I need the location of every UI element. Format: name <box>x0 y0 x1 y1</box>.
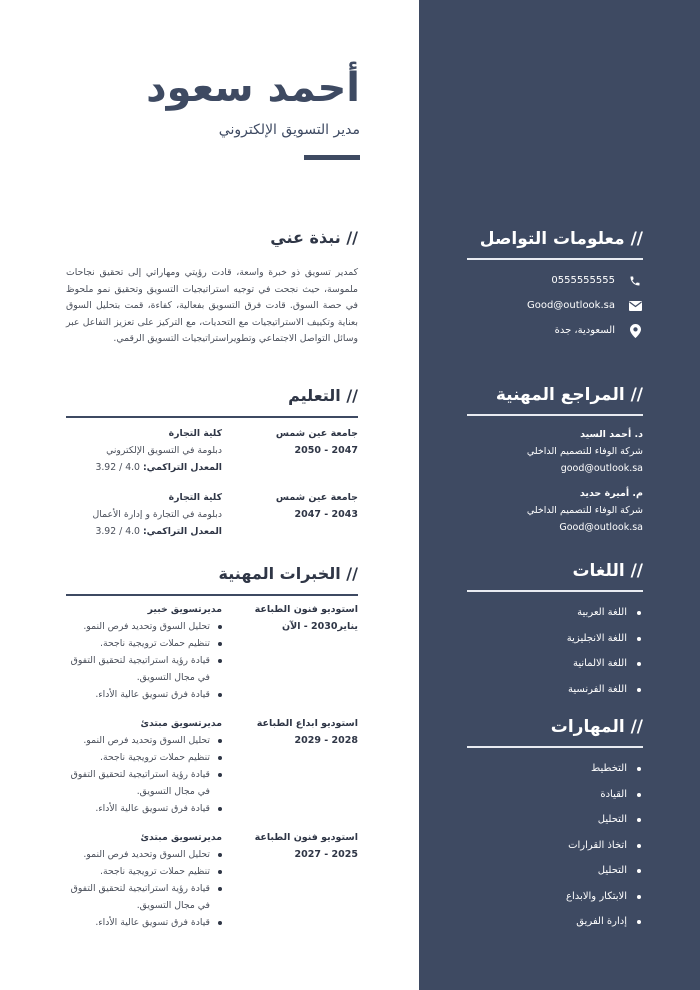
experience-task: تحليل السوق وتحديد فرص النمو. <box>66 618 222 635</box>
experience-section <box>66 562 358 596</box>
education-divider <box>66 416 358 418</box>
contact-phone-row <box>467 268 643 293</box>
skill-item: اتخاذ القرارات <box>467 833 643 859</box>
experience-company: استوديو ابداع الطباعة <box>256 718 358 729</box>
education-university: جامعة عين شمس <box>275 492 358 503</box>
contact-section <box>467 226 643 343</box>
job-title: مدير التسويق الإلكتروني <box>218 122 360 138</box>
language-item: اللغة العربية <box>467 600 643 626</box>
skills-title: // المهارات <box>550 717 643 737</box>
skill-item: التخطيط <box>467 756 643 782</box>
about-text: كمدير تسويق ذو خبرة واسعة، قادت رؤيتي ومهاراتي إلى تحقيق نجاحات ملموسة، حيث نجحت في توجيه استراتيجيات التسويق وتحقيق نمو ملحوظ في حصة السوق. قادت فرق التسويق بفعالية، كفاءة، قمت بتحليل السوق بعناية وتكييف الاستراتيجيات مع التحديات، مع التركيز على تعزيز التفاعل عبر وسائل التواصل الاجتماعي وتطويراستراتيجيات التسويق الرقمي. <box>66 267 358 344</box>
experience-role: مديرتسويق مبتدئ <box>140 832 222 843</box>
experience-task: تنظيم حملات ترويجية ناجحة. <box>66 635 222 652</box>
language-item: اللغة الفرنسية <box>467 677 643 703</box>
experience-task: قيادة رؤية استراتيجية لتحقيق التفوق في مجال التسويق. <box>66 766 222 800</box>
contact-phone: 0555555555 <box>551 275 615 286</box>
contact-email[interactable]: Good@outlook.sa <box>526 300 615 311</box>
reference-name: م. أميرة حديد <box>579 488 643 499</box>
experience-task: قيادة رؤية استراتيجية لتحقيق التفوق في مجال التسويق. <box>66 880 222 914</box>
languages-list <box>467 600 643 702</box>
location-pin-icon <box>627 323 643 339</box>
experience-task: قيادة رؤية استراتيجية لتحقيق التفوق في مجال التسويق. <box>66 652 222 686</box>
experience-divider <box>66 594 358 596</box>
reference-company: شركة الوفاء للتصميم الداخلي <box>526 446 643 457</box>
language-item: اللغة الالمانية <box>467 651 643 677</box>
languages-section <box>467 558 643 702</box>
experience-task: تحليل السوق وتحديد فرص النمو. <box>66 732 222 749</box>
skill-item: التحليل <box>467 858 643 884</box>
language-item: اللغة الانجليزية <box>467 626 643 652</box>
experience-task: قيادة فرق تسويق عالية الأداء. <box>66 914 222 931</box>
contact-location-row <box>467 318 643 343</box>
contact-divider <box>467 258 643 260</box>
reference-item <box>467 485 643 536</box>
experience-years: يناير2030 - الآن <box>282 621 358 632</box>
references-title: // المراجع المهنية <box>495 385 643 405</box>
skill-item: إدارة الفريق <box>467 909 643 935</box>
skill-item: التحليل <box>467 807 643 833</box>
education-gpa <box>66 523 222 540</box>
experience-entry <box>66 601 358 703</box>
skill-item: القيادة <box>467 782 643 808</box>
education-title: // التعليم <box>288 386 358 405</box>
experience-task: تحليل السوق وتحديد فرص النمو. <box>66 846 222 863</box>
phone-icon <box>627 273 643 289</box>
education-section <box>66 384 358 418</box>
education-years: 2047 - 2050 <box>294 445 358 456</box>
experience-years: 2028 - 2029 <box>294 735 358 746</box>
education-degree: دبلومة في التسويق الإلكتروني <box>106 445 222 456</box>
about-section <box>66 226 358 250</box>
education-university: جامعة عين شمس <box>275 428 358 439</box>
experience-task: تنظيم حملات ترويجية ناجحة. <box>66 749 222 766</box>
skills-divider <box>467 746 643 748</box>
email-icon <box>627 298 643 314</box>
gpa-label: المعدل التراكمي: <box>142 526 222 537</box>
sidebar <box>419 0 700 990</box>
experience-title: // الخبرات المهنية <box>218 564 358 583</box>
experience-company: استوديو فنون الطباعة <box>254 832 358 843</box>
languages-title: // اللغات <box>572 561 643 581</box>
reference-name: د. أحمد السيد <box>580 429 643 440</box>
languages-divider <box>467 590 643 592</box>
experience-task: قيادة فرق تسويق عالية الأداء. <box>66 800 222 817</box>
education-degree: دبلومة في التجارة و إدارة الأعمال <box>92 509 222 520</box>
education-years: 2043 - 2047 <box>294 509 358 520</box>
education-faculty: كلية التجارة <box>168 428 222 439</box>
contact-location: السعودية، جدة <box>554 325 615 336</box>
experience-years: 2025 - 2027 <box>294 849 358 860</box>
education-gpa <box>66 459 222 476</box>
reference-email[interactable]: good@outlook.sa <box>560 463 643 474</box>
experience-entry <box>66 829 358 931</box>
about-title: // نبذة عني <box>270 228 358 247</box>
experience-task: تنظيم حملات ترويجية ناجحة. <box>66 863 222 880</box>
gpa-value: 4.0 / 3.92 <box>95 462 140 473</box>
experience-entry <box>66 715 358 817</box>
education-entry <box>66 425 358 476</box>
skills-section <box>467 714 643 935</box>
experience-tasks <box>66 732 222 817</box>
gpa-label: المعدل التراكمي: <box>142 462 222 473</box>
experience-company: استوديو فنون الطباعة <box>254 604 358 615</box>
reference-item <box>467 426 643 477</box>
experience-tasks <box>66 846 222 931</box>
education-entry <box>66 489 358 540</box>
reference-company: شركة الوفاء للتصميم الداخلي <box>526 505 643 516</box>
education-faculty: كلية التجارة <box>168 492 222 503</box>
contact-title: // معلومات التواصل <box>479 229 643 249</box>
experience-tasks <box>66 618 222 703</box>
skill-item: الابتكار والابداع <box>467 884 643 910</box>
experience-task: قيادة فرق تسويق عالية الأداء. <box>66 686 222 703</box>
candidate-name: أحمد سعود <box>146 65 360 111</box>
references-section <box>467 382 643 536</box>
experience-role: مديرتسويق خبير <box>147 604 222 615</box>
gpa-value: 4.0 / 3.92 <box>95 526 140 537</box>
reference-email[interactable]: Good@outlook.sa <box>559 522 643 533</box>
skills-list <box>467 756 643 935</box>
name-underline <box>304 155 360 160</box>
contact-email-row <box>467 293 643 318</box>
experience-role: مديرتسويق مبتدئ <box>140 718 222 729</box>
references-divider <box>467 414 643 416</box>
